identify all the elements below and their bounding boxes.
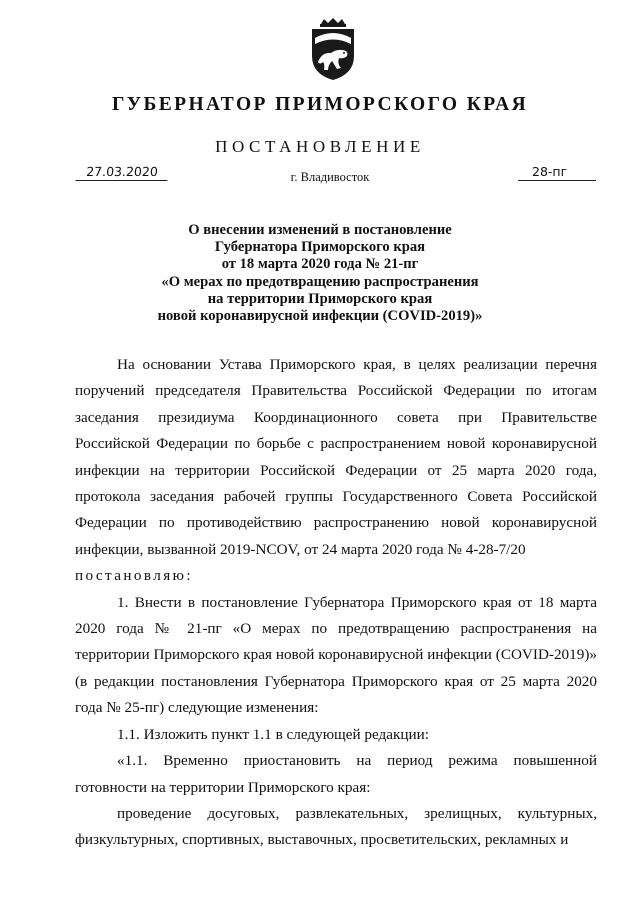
coat-of-arms-icon: [304, 18, 362, 82]
document-city: г. Владивосток: [290, 170, 370, 184]
resolve-word: постановляю:: [75, 567, 194, 585]
title-line: на территории Приморского края: [207, 290, 433, 307]
issuing-authority: ГУБЕРНАТОР ПРИМОРСКОГО КРАЯ: [111, 94, 529, 115]
preamble-paragraph: На основании Устава Приморского края, в целях реализации перечня поручений председателя Правительства Российской Федерации по итогам заседания президиума Координационного совета при Правительстве Российской Федерации по борьбе с распространением новой коронавирусной инфекции на территории Российской Федерации от 25 марта 2020 года, протокола заседания рабочей группы Государственного Совета Российской Федерации по противодействию распространению новой коронавирусной инфекции, вызванной 2019-NCOV, от 24 марта 2020 года № 4-28-7/20: [75, 356, 597, 558]
title-line: О внесении изменений в постановление: [188, 222, 452, 238]
quote-1-1-paragraph: «1.1. Временно приостановить на период режима повышенной готовности на территории Приморского края:: [75, 752, 597, 796]
title-line: новой коронавирусной инфекции (COVID-2019)»: [157, 308, 483, 325]
document-date: 27.03.2020: [75, 164, 168, 181]
document-type: ПОСТАНОВЛЕНИЕ: [215, 137, 425, 156]
document-number: 28-пг: [518, 164, 596, 181]
title-line: от 18 марта 2020 года № 21-пг: [221, 256, 419, 273]
item-1-1-paragraph: 1.1. Изложить пункт 1.1 в следующей редакции:: [117, 725, 430, 743]
title-line: Губернатора Приморского края: [214, 239, 426, 256]
document-body: [75, 352, 597, 854]
title-line: «О мерах по предотвращению распространения: [161, 273, 479, 290]
document-title: [80, 222, 560, 325]
item-1-paragraph: 1. Внести в постановление Губернатора Приморского края от 18 марта 2020 года № 21-пг «О мерах по предотвращению распространения на территории Приморского края новой коронавирусной инфекции (COVID-2019)» (в редакции постановления Губернатора Приморского края от 25 марта 2020 года № 25-пг) следующие изменения:: [75, 593, 597, 717]
events-paragraph: проведение досуговых, развлекательных, зрелищных, культурных, физкультурных, спортивных, выставочных, просветительских, рекламных и: [75, 804, 597, 849]
